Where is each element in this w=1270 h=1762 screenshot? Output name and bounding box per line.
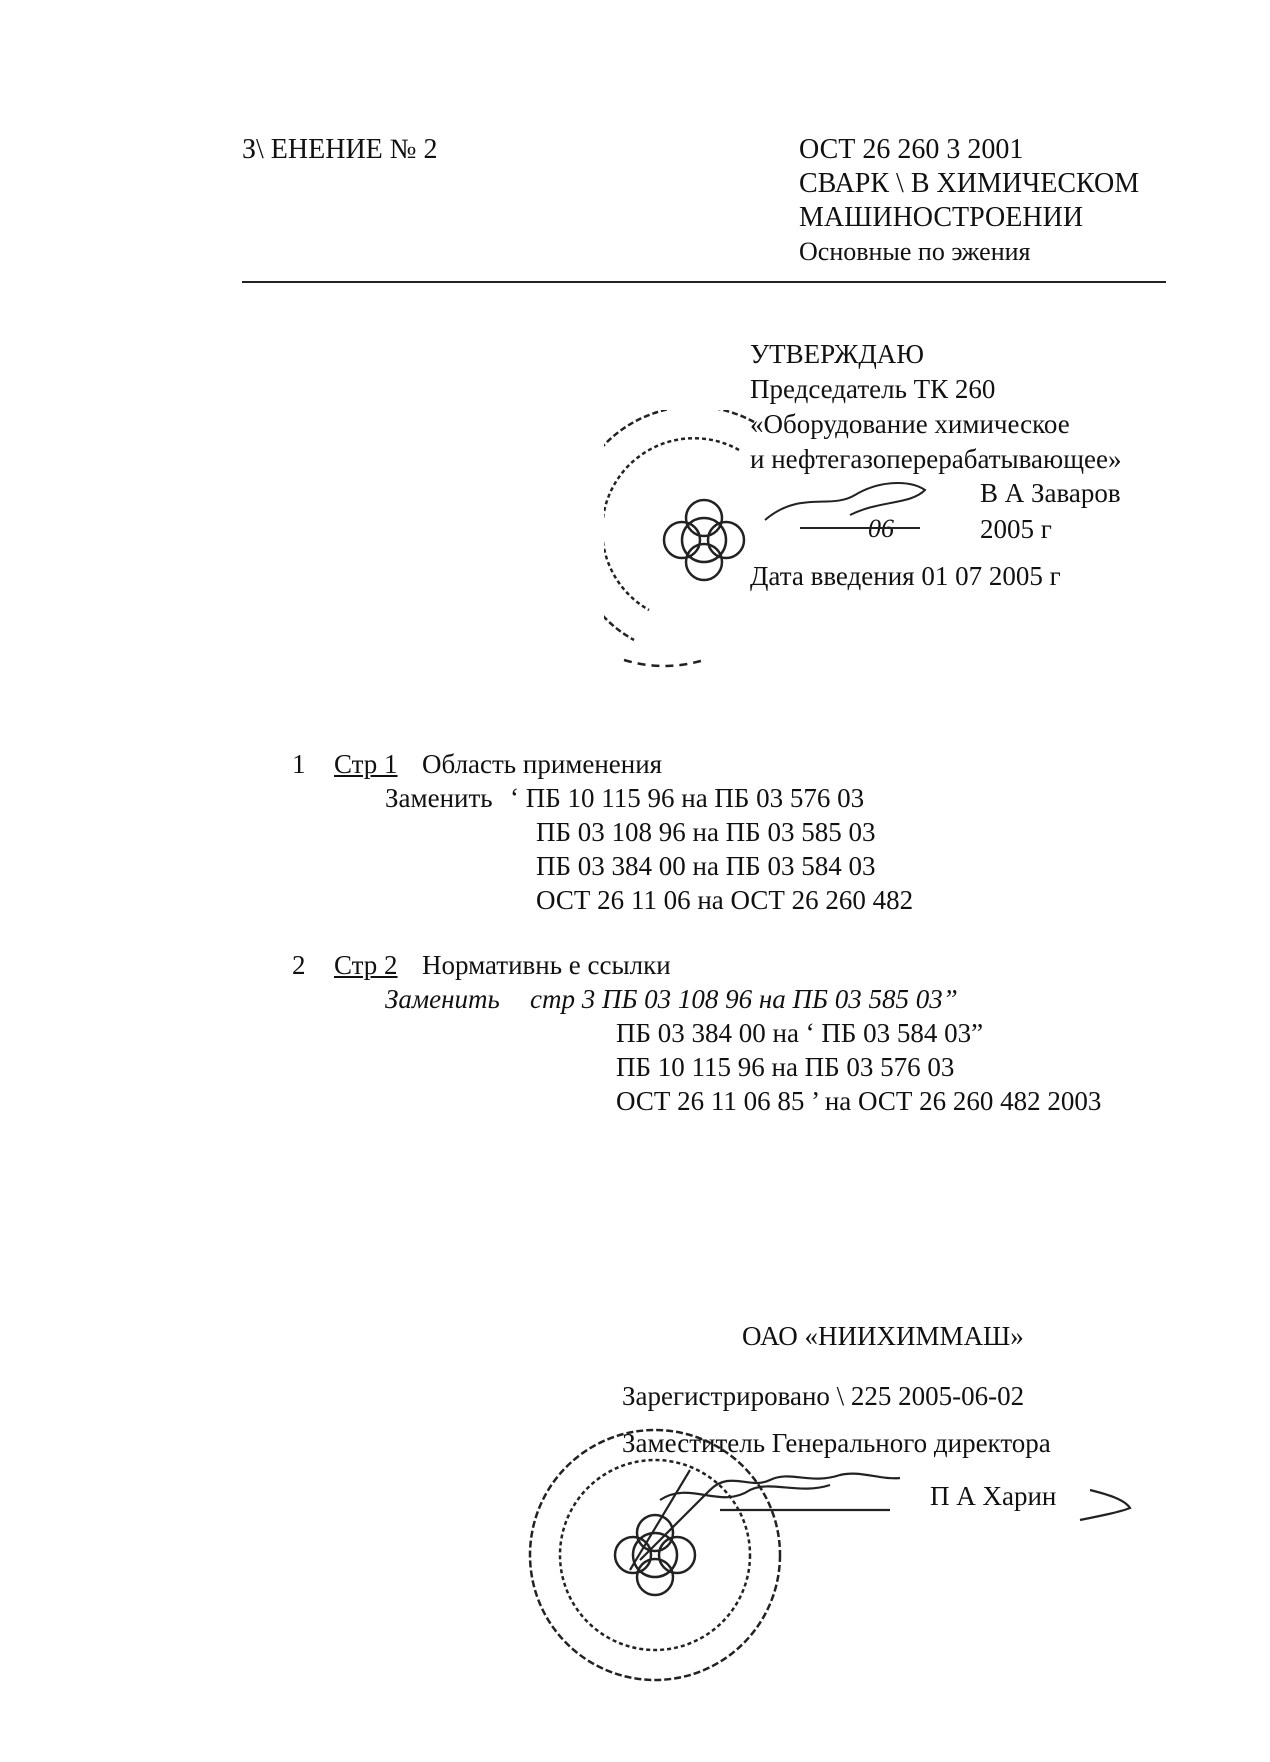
item-2-replace-label: Заменить [385,984,500,1014]
effective-date: Дата введения 01 07 2005 г [750,561,1061,591]
item-1-page-ref: Стр 1 [334,749,398,779]
item-1-title: Область применения [422,749,663,779]
approval-committee-line2: и нефтегазоперерабатывающее» [750,444,1122,474]
item-2-page-ref: Стр 2 [334,950,398,980]
standard-title-line1: СВАРК \ В ХИМИЧЕСКОМ [799,168,1140,199]
header-divider [242,281,1166,283]
item-1-row-2: ПБ 03 108 96 на ПБ 03 585 03 [536,817,876,847]
footer-organization: ОАО «НИИХИММАШ» [742,1321,1024,1351]
approval-year: 2005 г [980,514,1052,544]
standard-code: ОСТ 26 260 3 2001 [799,134,1024,165]
item-2-title: Нормативнь е ссылки [422,950,671,980]
approval-committee-line1: «Оборудование химическое [750,409,1070,439]
footer-signer: П А Харин [930,1481,1057,1511]
signature-bottom [600,1450,1140,1580]
standard-subtitle: Основные по эжения [799,237,1031,266]
approval-date-handwritten: 06 [868,514,894,543]
item-2-row-4: ОСТ 26 11 06 85 ’ на ОСТ 26 260 482 2003 [616,1086,1102,1116]
item-1-row-1: ‘ ПБ 10 115 96 на ПБ 03 576 03 [510,783,865,813]
item-2-number: 2 [292,950,306,980]
item-1-row-3: ПБ 03 384 00 на ПБ 03 584 03 [536,851,876,881]
footer-registration: Зарегистрировано \ 225 2005-06-02 [622,1381,1025,1411]
item-1-row-4: ОСТ 26 11 06 на ОСТ 26 260 482 [536,885,914,915]
item-1-replace-label: Заменить [385,783,493,813]
footer-deputy-title: Заместитель Генерального директора [622,1428,1051,1458]
standard-title-line2: МАШИНОСТРОЕНИИ [799,202,1084,233]
approval-chairman: Председатель ТК 260 [750,374,996,404]
change-number: З\ ЕНЕНИЕ № 2 [242,134,438,165]
approval-signer: В А Заваров [980,478,1121,508]
item-2-row-1: стр 3 ПБ 03 108 96 на ПБ 03 585 03” [530,984,958,1014]
item-1-number: 1 [292,749,306,779]
item-2-row-3: ПБ 10 115 96 на ПБ 03 576 03 [616,1052,955,1082]
signature-top [760,470,940,540]
item-2-row-2: ПБ 03 384 00 на ‘ ПБ 03 584 03” [616,1018,984,1048]
approval-heading: УТВЕРЖДАЮ [750,339,925,369]
